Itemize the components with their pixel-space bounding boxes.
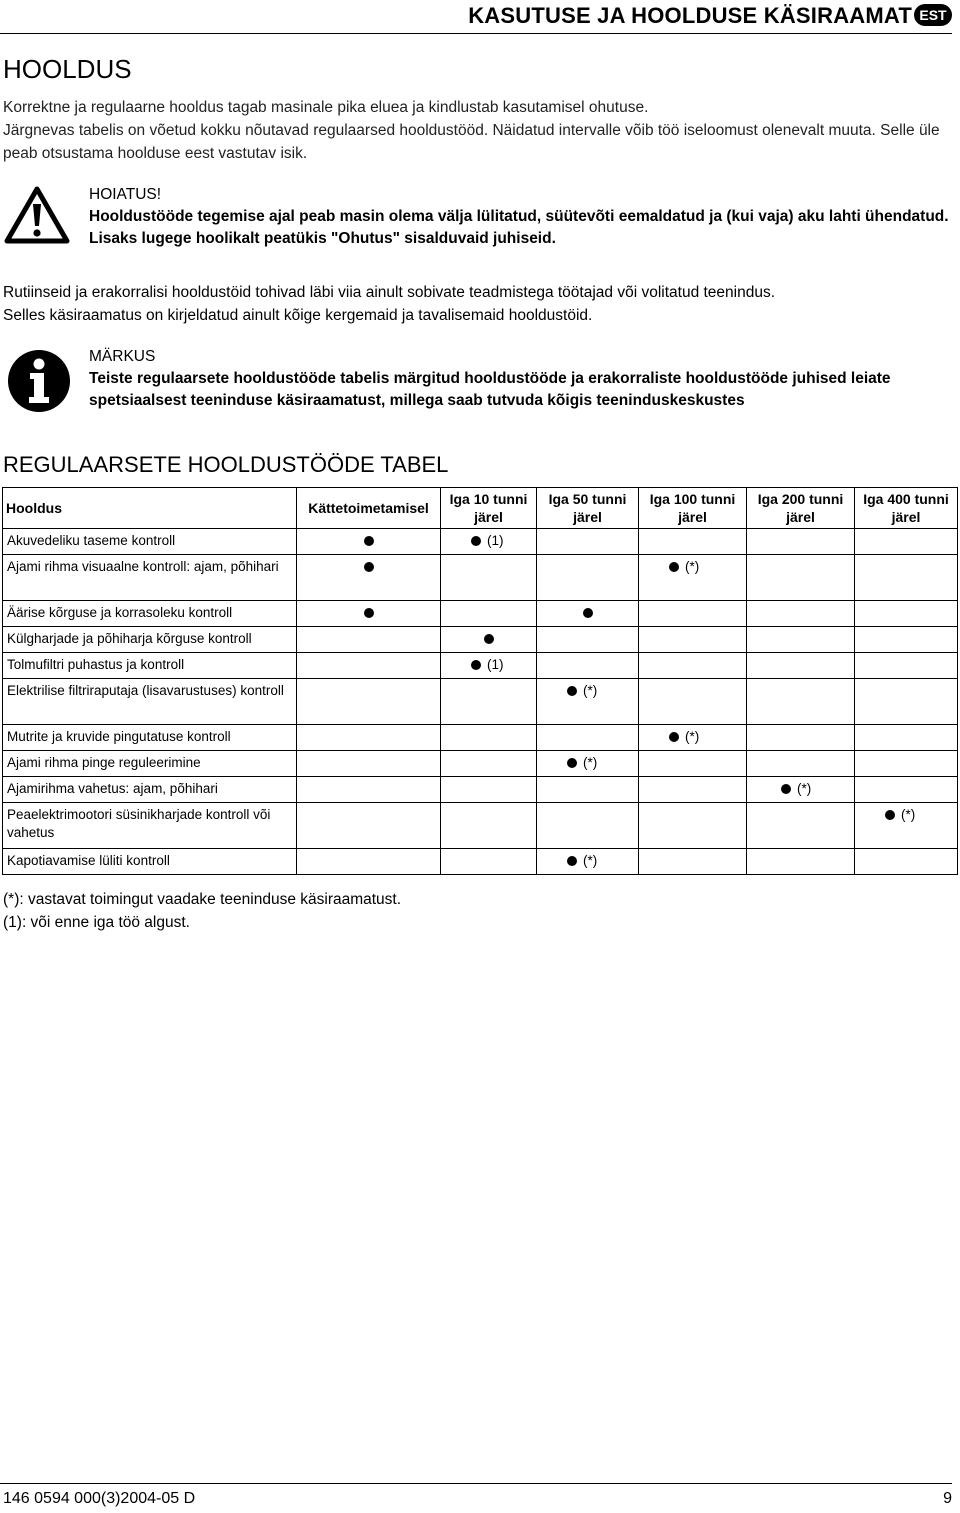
routine-paragraph: Rutiinseid ja erakorralisi hooldustöid tohivad läbi viia ainult sobivate teadmistega töötajad või volitatud teenindus. (3, 284, 776, 301)
interval-cell (537, 555, 639, 601)
routine-paragraph: Selles käsiraamatus on kirjeldatud ainult kõige kergemaid ja tavalisemaid hooldustöid. (3, 306, 593, 324)
interval-cell (537, 751, 639, 777)
table-row (3, 803, 958, 849)
interval-cell (297, 601, 441, 627)
table-row (3, 601, 958, 627)
bullet-dot-icon (781, 784, 791, 794)
task-cell: Kapotiavamise lüliti kontroll (3, 849, 297, 875)
interval-cell (639, 777, 747, 803)
interval-cell (855, 725, 958, 751)
column-header: Iga 10 tunni järel (441, 488, 537, 529)
bullet-dot-icon (567, 758, 577, 768)
interval-cell (747, 679, 855, 725)
bullet-dot-icon (471, 536, 481, 546)
table-row (3, 849, 958, 875)
column-header: Iga 50 tunni järel (537, 488, 639, 529)
interval-cell (537, 627, 639, 653)
interval-cell (441, 803, 537, 849)
bullet-dot-icon (364, 536, 374, 546)
interval-cell (441, 529, 537, 555)
note-block (89, 346, 957, 412)
task-cell: Külgharjade ja põhiharja kõrguse kontroll (3, 627, 297, 653)
interval-cell (441, 653, 537, 679)
warning-title: HOIATUS! (89, 186, 162, 203)
table-row (3, 751, 958, 777)
bullet-dot-icon (583, 608, 593, 618)
bullet-dot-icon (364, 562, 374, 572)
warning-triangle-icon (4, 186, 70, 244)
table-row (3, 653, 958, 679)
interval-note: (*) (685, 729, 700, 744)
interval-cell (639, 627, 747, 653)
interval-cell (639, 725, 747, 751)
interval-cell (537, 725, 639, 751)
interval-cell (747, 777, 855, 803)
interval-note: (1) (487, 657, 504, 672)
interval-cell (747, 803, 855, 849)
interval-cell (639, 751, 747, 777)
table-header-row (3, 488, 958, 529)
bullet-dot-icon (364, 608, 374, 618)
table-row (3, 679, 958, 725)
note-title: MÄRKUS (89, 348, 156, 365)
task-cell: Mutrite ja kruvide pingutatuse kontroll (3, 725, 297, 751)
interval-cell (537, 653, 639, 679)
interval-cell (855, 803, 958, 849)
interval-cell (747, 653, 855, 679)
interval-cell (297, 777, 441, 803)
interval-cell (639, 803, 747, 849)
interval-cell (855, 555, 958, 601)
interval-cell (537, 777, 639, 803)
interval-cell (441, 777, 537, 803)
interval-cell (639, 653, 747, 679)
interval-cell (441, 627, 537, 653)
interval-note: (*) (685, 559, 700, 574)
interval-cell (297, 529, 441, 555)
interval-cell (441, 679, 537, 725)
interval-cell (855, 777, 958, 803)
bullet-dot-icon (484, 634, 494, 644)
warning-block (89, 184, 957, 250)
footer-divider (0, 1483, 952, 1484)
table-row (3, 627, 958, 653)
interval-cell (855, 679, 958, 725)
interval-cell (297, 627, 441, 653)
column-header: Iga 200 tunni järel (747, 488, 855, 529)
interval-note: (*) (583, 853, 598, 868)
intro-paragraph: Korrektne ja regulaarne hooldus tagab masinale pika eluea ja kindlustab kasutamisel ohutuse. (3, 99, 649, 116)
task-cell: Elektrilise filtriraputaja (lisavarustuses) kontroll (3, 679, 297, 725)
table-footnotes (3, 889, 401, 934)
bullet-dot-icon (885, 810, 895, 820)
column-header: Kättetoimetamisel (297, 488, 441, 529)
interval-cell (855, 529, 958, 555)
bullet-dot-icon (567, 856, 577, 866)
bullet-dot-icon (669, 562, 679, 572)
interval-cell (441, 555, 537, 601)
interval-cell (639, 601, 747, 627)
interval-cell (855, 601, 958, 627)
table-row (3, 725, 958, 751)
interval-cell (297, 679, 441, 725)
column-header: Iga 400 tunni järel (855, 488, 958, 529)
interval-cell (441, 751, 537, 777)
interval-cell (747, 849, 855, 875)
table-title: REGULAARSETE HOOLDUSTÖÖDE TABEL (3, 452, 449, 477)
task-cell: Peaelektrimootori süsinikharjade kontroll või vahetus (3, 803, 297, 849)
interval-cell (855, 751, 958, 777)
bullet-dot-icon (567, 686, 577, 696)
routine-text (3, 282, 958, 327)
table-row (3, 777, 958, 803)
header-divider (0, 33, 952, 34)
interval-cell (441, 849, 537, 875)
footnote: (1): või enne iga töö algust. (3, 913, 190, 931)
note-text: Teiste regulaarsete hooldustööde tabelis märgitud hooldustööde ja erakorraliste hooldustööde juhised leiate spetsiaalsest teeninduse käsiraamatust, millega saab tutvuda kõigis teeninduskeskustes (89, 370, 891, 409)
interval-cell (297, 803, 441, 849)
interval-cell (639, 555, 747, 601)
interval-cell (747, 529, 855, 555)
column-header: Iga 100 tunni järel (639, 488, 747, 529)
task-cell: Äärise kõrguse ja korrasoleku kontroll (3, 601, 297, 627)
intro-paragraph: Järgnevas tabelis on võetud kokku nõutavad regulaarsed hooldustööd. Näidatud intervalle võib töö iseloomust olenevalt muuta. Selle üle peab otsustama hoolduse eest vastutav isik. (3, 122, 940, 162)
interval-note: (1) (487, 533, 504, 548)
interval-cell (297, 849, 441, 875)
interval-cell (537, 679, 639, 725)
bullet-dot-icon (669, 732, 679, 742)
info-icon (6, 348, 72, 414)
interval-cell (855, 849, 958, 875)
interval-cell (855, 653, 958, 679)
interval-cell (747, 601, 855, 627)
manual-title: KASUTUSE JA HOOLDUSE KÄSIRAAMAT (468, 3, 912, 28)
footnote: (*): vastavat toimingut vaadake teeninduse käsiraamatust. (3, 891, 402, 908)
interval-note: (*) (583, 683, 598, 698)
table-row (3, 555, 958, 601)
intro-text (3, 96, 958, 165)
table-row (3, 529, 958, 555)
page-number: 9 (943, 1490, 952, 1507)
interval-cell (855, 627, 958, 653)
interval-cell (441, 601, 537, 627)
interval-cell (297, 751, 441, 777)
interval-note: (*) (797, 781, 812, 796)
warning-text: Lisaks lugege hoolikalt peatükis "Ohutus" sisalduvaid juhiseid. (89, 230, 556, 247)
task-cell: Ajami rihma pinge reguleerimine (3, 751, 297, 777)
interval-note: (*) (901, 807, 916, 822)
interval-cell (537, 601, 639, 627)
interval-cell (537, 849, 639, 875)
language-badge: EST (914, 4, 952, 26)
maintenance-table (2, 487, 958, 875)
document-code: 146 0594 000(3)2004-05 D (3, 1490, 196, 1507)
interval-cell (297, 555, 441, 601)
bullet-dot-icon (471, 660, 481, 670)
interval-cell (297, 725, 441, 751)
task-cell: Akuvedeliku taseme kontroll (3, 529, 297, 555)
column-header: Hooldus (3, 488, 297, 529)
interval-cell (747, 725, 855, 751)
section-title: HOOLDUS (3, 54, 132, 84)
interval-cell (537, 529, 639, 555)
interval-cell (639, 529, 747, 555)
task-cell: Ajamirihma vahetus: ajam, põhihari (3, 777, 297, 803)
interval-cell (639, 679, 747, 725)
task-cell: Tolmufiltri puhastus ja kontroll (3, 653, 297, 679)
interval-cell (441, 725, 537, 751)
task-cell: Ajami rihma visuaalne kontroll: ajam, põhihari (3, 555, 297, 601)
interval-cell (747, 555, 855, 601)
interval-cell (639, 849, 747, 875)
interval-cell (747, 627, 855, 653)
interval-cell (747, 751, 855, 777)
interval-cell (297, 653, 441, 679)
interval-note: (*) (583, 755, 598, 770)
warning-text: Hooldustööde tegemise ajal peab masin olema välja lülitatud, süütevõti eemaldatud ja (kui vaja) aku lahti ühendatud. (89, 208, 949, 225)
interval-cell (537, 803, 639, 849)
